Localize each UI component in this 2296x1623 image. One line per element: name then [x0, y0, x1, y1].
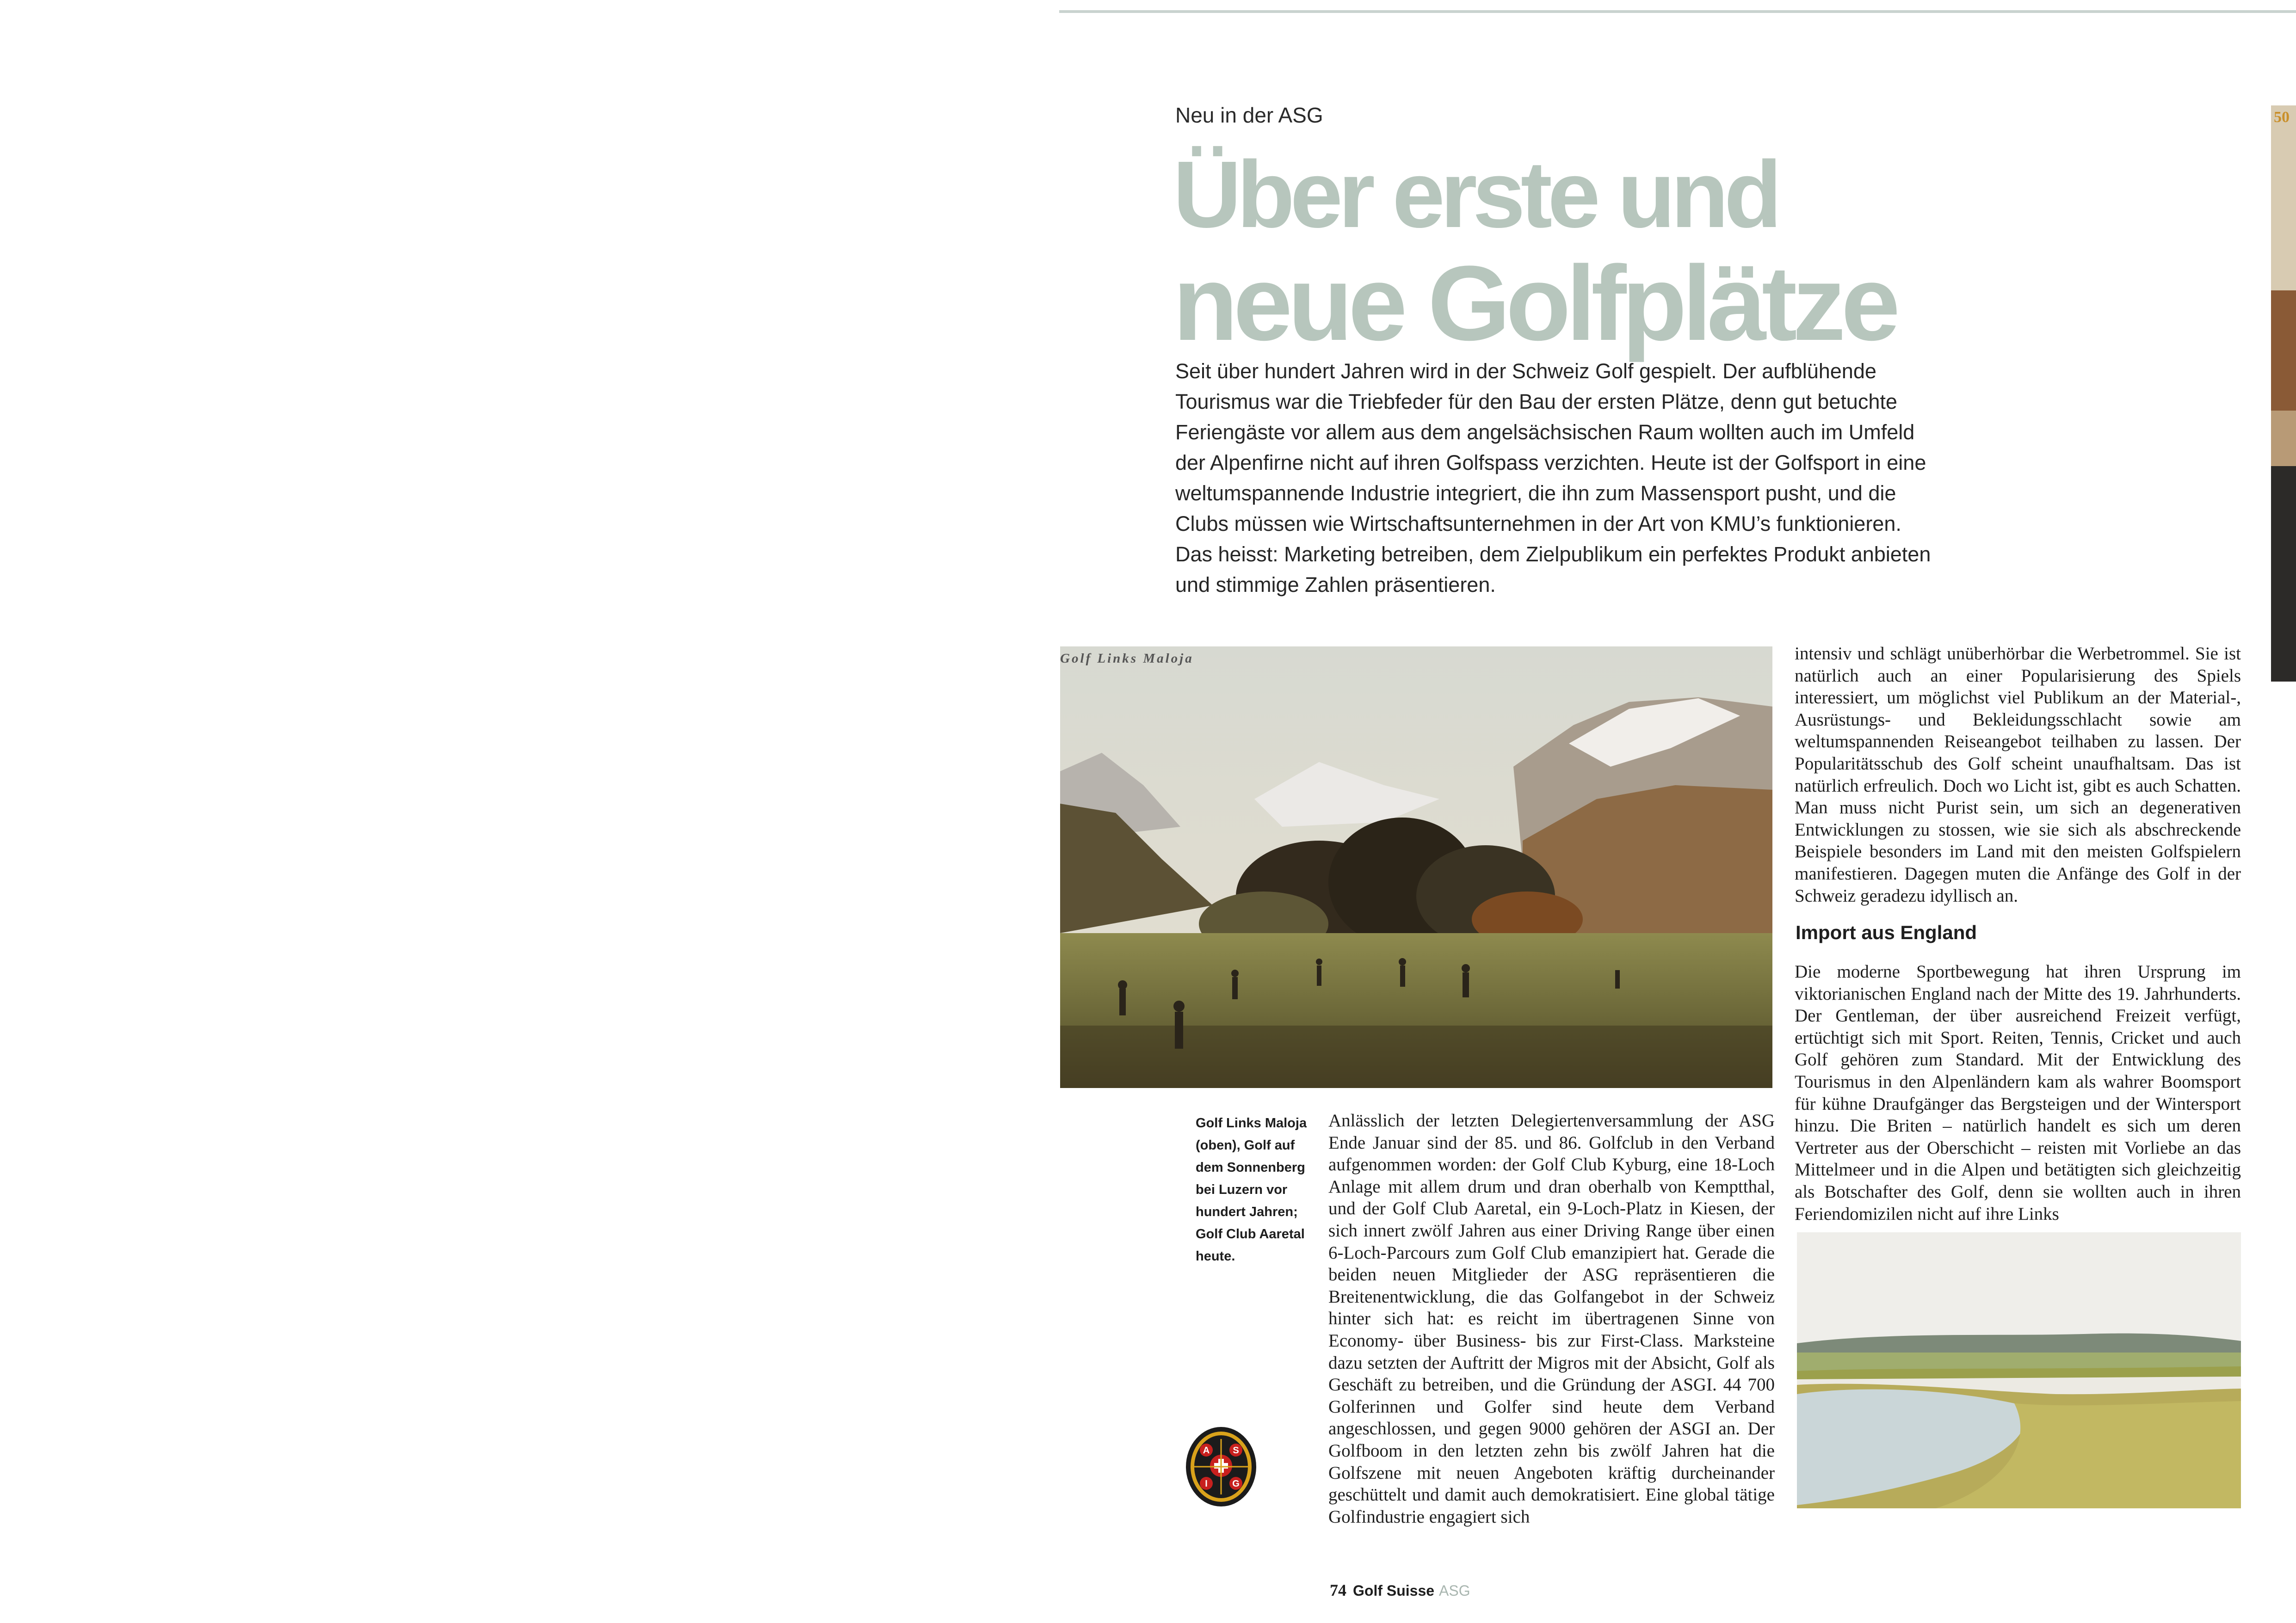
body-column-3: Die moderne Sportbewegung hat ihren Ursprung im viktorianischen England nach der Mitte des 19. Jahrhunderts. Der Gentleman, der über ausreichend Freizeit verfügt, ertüchtigt sich mit Sport. Reiten, Tennis, Cricket und auch Golf gehören zum Standard. Mit der Entwicklung des Tourismus in den Alpenländern kam als wahrer Boomsport für kühne Draufgänger das Bergsteigen und der Wintersport hinzu. Die Briten – natürlich handelt es sich um deren Vertreter aus der Oberschicht – reisten mit Vorliebe an das Mittelmeer und in die Alpen und betätigten sich gleichzeitig als Botschafter des Golf, denn sie wollten auch in ihren Feriendomizilen nicht auf ihre Links — [1795, 962, 2241, 1224]
svg-text:S: S — [1233, 1445, 1239, 1456]
headline-line-1: Über erste und — [1173, 141, 1778, 247]
asg-logo — [1184, 1425, 1258, 1508]
edge-strip-text: 50 — [2274, 109, 2290, 126]
lead-paragraph: Seit über hundert Jahren wird in der Schweiz Golf gespielt. Der aufblühende Tourismus war die Triebfeder für den Bau der ersten Plätze, denn gut betuchte Feriengäste vor allem aus dem angelsächsischen Raum wollten auch im Umfeld der Alpenfirne nicht auf ihren Golfspass verzichten. Heute ist der Golfsport in eine weltumspannende Industrie integriert, die ihn zum Massensport pusht, und die Clubs müssen wie Wirtschaftsunternehmen in der Art von KMU’s funktionieren. Das heisst: Marketing betreiben, dem Zielpublikum ein perfektes Produkt anbieten und stimmige Zahlen präsentieren. — [1175, 359, 1931, 596]
magazine-name: Golf Suisse — [1353, 1582, 1435, 1599]
headline-line-2: neue Golfplätze — [1173, 244, 1896, 363]
top-rule — [1059, 10, 2296, 13]
headline — [1173, 141, 2144, 363]
section-name: ASG — [1439, 1582, 1470, 1599]
svg-text:I: I — [1205, 1479, 1208, 1489]
subhead-import-aus-england: Import aus England — [1796, 922, 1977, 943]
svg-text:G: G — [1232, 1479, 1240, 1489]
footer — [1330, 1580, 1470, 1600]
photo-side-caption: Golf Links Maloja (oben), Golf auf dem Sonnenberg bei Luzern vor hundert Jahren; Golf Club Aaretal heute. — [1196, 1116, 1307, 1264]
photo-golf-club-aaretal — [1797, 1232, 2241, 1508]
page-number: 74 — [1330, 1581, 1346, 1599]
body-column-1: Anlässlich der letzten Delegiertenversammlung der ASG Ende Januar sind der 85. und 86. Golfclub in den Verband aufgenommen worden: der Golf Club Kyburg, eine 18-Loch Anlage mit allem drum und dran oberhalb von Kemptthal, und der Golf Club Aaretal, ein 9-Loch-Platz in Kiesen, der sich innert zwölf Jahren aus einer Driving Range über einen 6-Loch-Parcours zum Golf Club emanzipiert hat. Gerade die beiden neuen Mitglieder der ASG repräsentieren die Breitenentwicklung, die das Golfangebot in der Schweiz hinter sich hat: es reicht im übertragenen Sinne von Economy- über Business- bis zur First-Class. Marksteine dazu setzten der Auftritt der Migros mit der Absicht, Golf als Geschäft zu betreiben, und die Gründung der ASGI. 44 700 Golferinnen und Golfer sind heute dem Verband angeschlossen, und gegen 9000 gehören der ASGI an. Der Golfboom in den letzten zehn bis zwölf Jahren hat die Golfszene mit neuen Angeboten kräftig durcheinander geschüttelt und damit auch demokratisiert. Eine global tätige Golfindustrie engagiert sich — [1328, 1111, 1775, 1527]
svg-text:A: A — [1203, 1445, 1210, 1456]
photo-caption-maloja: Golf Links Maloja — [1060, 651, 1194, 666]
photo-golf-links-maloja — [1060, 646, 1772, 1088]
next-page-edge — [2271, 105, 2296, 682]
kicker: Neu in der ASG — [1175, 103, 1323, 127]
body-column-2: intensiv und schlägt unüberhörbar die Werbetrommel. Sie ist natürlich auch an einer Popularisierung des Spiels interessiert, um möglichst viel Publikum an der Material-, Ausrüstungs- und Bekleidungsschlacht sowie am weltumspannenden Reiseangebot teilhaben zu lassen. Der Popularitätsschub des Golf scheint unaufhaltsam. Das ist natürlich erfreulich. Doch wo Licht ist, gibt es auch Schatten. Man muss nicht Purist sein, um sich an degenerativen Entwicklungen zu stossen, wie sie sich als abschreckende Beispiele besonders im Land mit den meisten Golfspielern manifestieren. Dagegen muten die Anfänge des Golf in der Schweiz geradezu idyllisch an. — [1795, 644, 2241, 906]
